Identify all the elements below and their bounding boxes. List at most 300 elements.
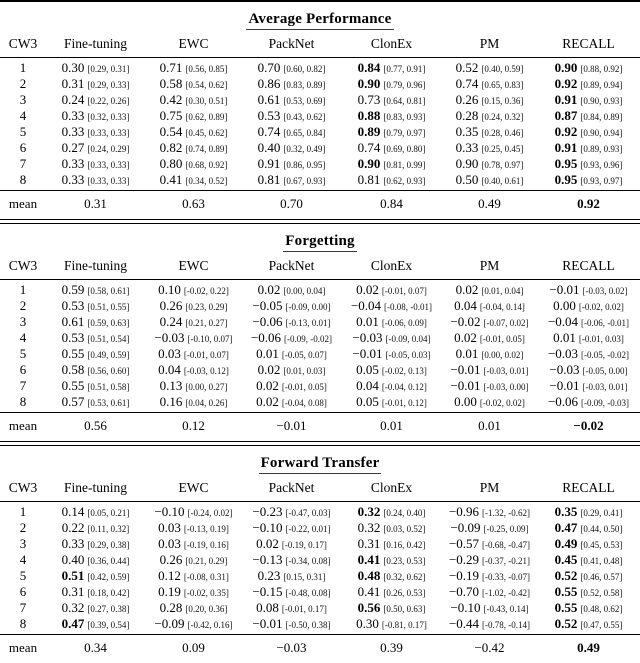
confidence-interval: [0.24, 0.32]: [481, 112, 524, 122]
confidence-interval: [0.78, 0.97]: [481, 160, 524, 170]
value: 0.58: [61, 362, 85, 377]
row-id: 2: [19, 520, 27, 535]
value-cell: [341, 124, 442, 141]
value-cell: [46, 108, 145, 125]
value: 0.02: [455, 282, 479, 297]
confidence-interval: [0.58, 0.61]: [87, 286, 130, 296]
value-cell: [442, 330, 537, 347]
value-cell: [442, 362, 537, 379]
value: 0.47: [554, 520, 578, 535]
value-cell: [242, 172, 341, 189]
value: 0.55: [554, 600, 578, 615]
confidence-interval: [0.74, 0.89]: [185, 144, 228, 154]
value-cell: [46, 394, 145, 411]
confidence-interval: [-0.01, 0.17]: [281, 604, 327, 614]
value: −0.57: [448, 536, 480, 551]
value-cell: [46, 600, 145, 617]
value: 0.75: [159, 108, 183, 123]
value: 0.50: [455, 172, 479, 187]
value: −0.70: [448, 584, 480, 599]
value: 0.19: [158, 584, 181, 599]
value: 0.49: [554, 536, 578, 551]
table-row: [0, 362, 640, 378]
row-id: 5: [19, 346, 27, 361]
value: 0.41: [357, 552, 381, 567]
mean-value: 0.70: [280, 196, 303, 211]
value: −0.13: [252, 552, 283, 567]
confidence-interval: [-0.08, -0.01]: [384, 302, 433, 312]
value: 0.04: [356, 378, 379, 393]
value: 0.42: [159, 92, 183, 107]
value-cell: [537, 346, 640, 363]
confidence-interval: [0.24, 0.40]: [383, 508, 426, 518]
value: 0.86: [257, 76, 281, 91]
confidence-interval: [0.65, 0.83]: [481, 80, 524, 90]
confidence-interval: [0.36, 0.44]: [87, 556, 130, 566]
value-cell: [442, 282, 537, 299]
value: 0.52: [554, 568, 578, 583]
value-cell: [145, 124, 242, 141]
confidence-interval: [-0.05, 0.07]: [281, 350, 327, 360]
confidence-interval: [-0.01, 0.07]: [381, 286, 427, 296]
value: 0.74: [357, 140, 381, 155]
value-cell: [341, 362, 442, 379]
mean-value-cell: [46, 418, 145, 433]
value: 0.61: [61, 314, 85, 329]
value-cell: [442, 108, 537, 125]
value: 0.74: [257, 124, 281, 139]
value-cell: [145, 108, 242, 125]
value: 0.80: [159, 156, 183, 171]
confidence-interval: [0.42, 0.59]: [87, 572, 130, 582]
value: 0.55: [554, 584, 578, 599]
value-cell: [537, 584, 640, 601]
value: 0.04: [158, 362, 181, 377]
value: −0.10: [450, 600, 481, 615]
column-header-recall: RECALL: [562, 258, 615, 273]
confidence-interval: [0.01, 0.03]: [283, 366, 326, 376]
confidence-interval: [-0.05, -0.02]: [581, 350, 630, 360]
confidence-interval: [0.39, 0.54]: [87, 620, 130, 630]
row-id: 1: [19, 282, 27, 297]
value-cell: [145, 314, 242, 331]
table-row: [0, 140, 640, 156]
value: 0.05: [356, 362, 379, 377]
confidence-interval: [0.30, 0.51]: [185, 96, 228, 106]
confidence-interval: [0.28, 0.46]: [481, 128, 524, 138]
value-cell: [537, 520, 640, 537]
confidence-interval: [0.05, 0.21]: [87, 508, 130, 518]
confidence-interval: [0.03, 0.52]: [383, 524, 426, 534]
confidence-interval: [-0.05, 0.00]: [582, 366, 628, 376]
value: 0.02: [256, 536, 279, 551]
confidence-interval: [0.46, 0.57]: [580, 572, 623, 582]
column-header-row: [0, 36, 640, 57]
value: 0.90: [554, 60, 578, 75]
value: 0.31: [61, 76, 85, 91]
confidence-interval: [0.23, 0.29]: [185, 302, 228, 312]
value-cell: [242, 378, 341, 395]
column-header-packnet: PackNet: [268, 258, 315, 273]
value-cell: [442, 140, 537, 157]
value-cell: [537, 140, 640, 157]
row-id: 1: [19, 504, 27, 519]
value: 0.41: [159, 172, 183, 187]
confidence-interval: [0.93, 0.97]: [580, 176, 623, 186]
value: 0.13: [159, 378, 183, 393]
value: 0.30: [356, 616, 379, 631]
confidence-interval: [-0.06, -0.01]: [581, 318, 630, 328]
confidence-interval: [-0.02, 0.22]: [183, 286, 229, 296]
mean-value: 0.39: [380, 640, 403, 655]
value-cell: [341, 552, 442, 569]
confidence-interval: [0.90, 0.94]: [580, 128, 623, 138]
value-cell: [242, 60, 341, 77]
confidence-interval: [-0.09, -0.03]: [581, 398, 630, 408]
confidence-interval: [-1.32, -0.62]: [482, 508, 531, 518]
table-row: [0, 378, 640, 394]
value: −0.01: [549, 378, 580, 393]
value: 0.61: [257, 92, 281, 107]
confidence-interval: [0.00, 0.27]: [185, 382, 228, 392]
value: 0.55: [61, 378, 85, 393]
mean-value: 0.49: [577, 640, 600, 655]
confidence-interval: [0.89, 0.94]: [580, 80, 623, 90]
value: 0.32: [357, 504, 381, 519]
confidence-interval: [0.20, 0.36]: [185, 604, 228, 614]
value-cell: [537, 362, 640, 379]
value: 0.02: [256, 378, 279, 393]
column-header-fine-tuning: Fine-tuning: [64, 480, 127, 495]
table-title-row: [0, 446, 640, 480]
column-header-pm: PM: [479, 258, 500, 273]
table-row: [0, 536, 640, 552]
value-cell: [145, 378, 242, 395]
mean-value-cell: [242, 418, 341, 433]
row-id: 4: [19, 108, 27, 123]
confidence-interval: [-0.19, 0.17]: [281, 540, 327, 550]
confidence-interval: [0.59, 0.63]: [87, 318, 130, 328]
confidence-interval: [0.18, 0.42]: [87, 588, 130, 598]
value-cell: [242, 394, 341, 411]
value: 0.54: [159, 124, 183, 139]
confidence-interval: [-0.34, 0.08]: [285, 556, 331, 566]
value-cell: [242, 616, 341, 633]
table-row: [0, 504, 640, 520]
mean-value-cell: [442, 418, 537, 433]
value: −0.01: [252, 616, 283, 631]
mean-value: 0.34: [84, 640, 107, 655]
value-cell: [341, 60, 442, 77]
value: 0.02: [257, 282, 281, 297]
confidence-interval: [0.84, 0.89]: [580, 112, 623, 122]
value-cell: [537, 60, 640, 77]
confidence-interval: [0.77, 0.91]: [383, 64, 426, 74]
confidence-interval: [0.62, 0.89]: [185, 112, 228, 122]
column-header-row: [0, 480, 640, 501]
row-id: 7: [19, 378, 27, 393]
value-cell: [145, 140, 242, 157]
value-cell: [442, 156, 537, 173]
column-header-clonex: ClonEx: [370, 36, 413, 51]
value-cell: [242, 536, 341, 553]
confidence-interval: [0.01, 0.04]: [481, 286, 524, 296]
value-cell: [341, 298, 442, 315]
value-cell: [442, 124, 537, 141]
value-cell: [46, 584, 145, 601]
value-cell: [442, 76, 537, 93]
table-row: [0, 616, 640, 632]
value-cell: [242, 584, 341, 601]
value-cell: [145, 172, 242, 189]
confidence-interval: [0.40, 0.59]: [481, 64, 524, 74]
value-cell: [341, 330, 442, 347]
value: 0.03: [158, 536, 181, 551]
confidence-interval: [0.56, 0.60]: [87, 366, 130, 376]
row-id: 8: [19, 616, 27, 631]
value-cell: [145, 362, 242, 379]
value: 0.57: [61, 394, 85, 409]
confidence-interval: [-0.09, 0.00]: [285, 302, 331, 312]
value: 0.01: [455, 346, 479, 361]
confidence-interval: [0.23, 0.53]: [383, 556, 426, 566]
value: 0.40: [61, 552, 85, 567]
value-cell: [242, 282, 341, 299]
value-cell: [46, 140, 145, 157]
confidence-interval: [0.51, 0.54]: [87, 334, 130, 344]
value-cell: [341, 346, 442, 363]
value-cell: [145, 298, 242, 315]
confidence-interval: [0.22, 0.26]: [87, 96, 130, 106]
value-cell: [442, 600, 537, 617]
value: 0.53: [61, 330, 85, 345]
value: 0.33: [61, 536, 85, 551]
confidence-interval: [-0.81, 0.17]: [381, 620, 427, 630]
confidence-interval: [0.21, 0.27]: [185, 318, 228, 328]
row-id: 1: [19, 60, 27, 75]
confidence-interval: [-0.48, 0.08]: [285, 588, 331, 598]
value-cell: [537, 378, 640, 395]
table-row: [0, 330, 640, 346]
value: −0.44: [448, 616, 480, 631]
value-cell: [242, 568, 341, 585]
mean-value-cell: [242, 640, 341, 655]
mean-value-cell: [341, 640, 442, 655]
confidence-interval: [-0.13, 0.01]: [285, 318, 331, 328]
table-row: [0, 172, 640, 188]
value: 0.12: [158, 568, 181, 583]
value: 0.26: [455, 92, 479, 107]
table-row: [0, 568, 640, 584]
value-cell: [537, 314, 640, 331]
row-id: 7: [19, 600, 27, 615]
confidence-interval: [0.29, 0.33]: [87, 80, 130, 90]
table-row: [0, 314, 640, 330]
confidence-interval: [-0.68, -0.47]: [482, 540, 531, 550]
confidence-interval: [-0.08, 0.31]: [183, 572, 229, 582]
value-cell: [145, 568, 242, 585]
confidence-interval: [-0.02, 0.02]: [578, 302, 624, 312]
value-cell: [242, 552, 341, 569]
value: −0.03: [547, 346, 579, 361]
value: 0.81: [357, 172, 381, 187]
confidence-interval: [0.33, 0.33]: [87, 128, 130, 138]
value-cell: [46, 124, 145, 141]
confidence-interval: [0.27, 0.38]: [87, 604, 130, 614]
value-cell: [537, 568, 640, 585]
value-cell: [46, 346, 145, 363]
confidence-interval: [0.93, 0.96]: [580, 160, 623, 170]
row-id: 2: [19, 298, 27, 313]
confidence-interval: [0.52, 0.58]: [580, 588, 623, 598]
confidence-interval: [0.56, 0.85]: [185, 64, 228, 74]
mean-value: 0.01: [380, 418, 403, 433]
value: −0.96: [448, 504, 480, 519]
value-cell: [46, 536, 145, 553]
confidence-interval: [-0.09, 0.04]: [385, 334, 431, 344]
value-cell: [537, 552, 640, 569]
mean-value-cell: [341, 196, 442, 211]
value: 0.26: [159, 552, 183, 567]
value: 0.58: [159, 76, 183, 91]
value: 0.02: [356, 282, 379, 297]
mean-value: 0.63: [182, 196, 205, 211]
value-cell: [341, 536, 442, 553]
value: −0.01: [352, 346, 383, 361]
value-cell: [145, 584, 242, 601]
table-row: [0, 584, 640, 600]
value-cell: [242, 298, 341, 315]
confidence-interval: [0.00, 0.02]: [481, 350, 524, 360]
value-cell: [341, 584, 442, 601]
value-cell: [242, 156, 341, 173]
value: 0.92: [554, 76, 578, 91]
table-forgetting: [0, 224, 640, 446]
value-cell: [537, 394, 640, 411]
value: 0.08: [256, 600, 279, 615]
value-cell: [145, 76, 242, 93]
mean-value: −0.02: [573, 418, 604, 433]
value-cell: [46, 92, 145, 109]
value: 0.33: [61, 124, 85, 139]
table-title: Forgetting: [283, 233, 356, 252]
value-cell: [442, 552, 537, 569]
mean-value: −0.42: [474, 640, 505, 655]
value: 0.41: [357, 584, 381, 599]
value: 0.55: [61, 346, 85, 361]
value-cell: [537, 124, 640, 141]
row-id: 6: [19, 362, 27, 377]
value: −0.01: [450, 362, 481, 377]
value-cell: [145, 600, 242, 617]
value-cell: [442, 536, 537, 553]
mean-value-cell: [46, 640, 145, 655]
row-id: 6: [19, 140, 27, 155]
row-id: 3: [19, 92, 27, 107]
column-header-row: [0, 258, 640, 279]
value: 0.01: [553, 330, 576, 345]
confidence-interval: [0.88, 0.92]: [580, 64, 623, 74]
value: 0.33: [455, 140, 479, 155]
value: 0.01: [256, 346, 279, 361]
confidence-interval: [0.53, 0.61]: [87, 398, 130, 408]
value-cell: [537, 92, 640, 109]
value-cell: [46, 362, 145, 379]
mean-value: 0.09: [182, 640, 205, 655]
table-row: [0, 394, 640, 410]
column-header-cw3: CW3: [8, 36, 38, 51]
confidence-interval: [0.15, 0.31]: [283, 572, 326, 582]
value: −0.15: [252, 584, 283, 599]
table-row: [0, 600, 640, 616]
row-id: 8: [19, 394, 27, 409]
value-cell: [442, 584, 537, 601]
value: 0.45: [554, 552, 578, 567]
value: 0.03: [158, 346, 181, 361]
confidence-interval: [-0.13, 0.19]: [183, 524, 229, 534]
value: 0.95: [554, 172, 578, 187]
confidence-interval: [0.54, 0.62]: [185, 80, 228, 90]
value: −0.03: [549, 362, 580, 377]
value-cell: [145, 282, 242, 299]
value: 0.31: [357, 536, 381, 551]
value: 0.95: [554, 156, 578, 171]
table-row: [0, 552, 640, 568]
value: 0.00: [454, 394, 477, 409]
value: −0.09: [450, 520, 481, 535]
mean-value: 0.84: [380, 196, 403, 211]
value: −0.02: [450, 314, 481, 329]
value-cell: [442, 504, 537, 521]
confidence-interval: [0.00, 0.04]: [283, 286, 326, 296]
value-cell: [46, 504, 145, 521]
value-cell: [242, 124, 341, 141]
value-cell: [145, 552, 242, 569]
table-row: [0, 108, 640, 124]
value-cell: [442, 568, 537, 585]
confidence-interval: [-0.01, 0.03]: [578, 334, 624, 344]
confidence-interval: [0.43, 0.62]: [283, 112, 326, 122]
value-cell: [145, 520, 242, 537]
confidence-interval: [0.34, 0.52]: [185, 176, 228, 186]
value: 0.47: [61, 616, 85, 631]
confidence-interval: [0.32, 0.33]: [87, 112, 130, 122]
confidence-interval: [0.41, 0.48]: [580, 556, 623, 566]
value: 0.70: [257, 60, 281, 75]
value-cell: [442, 616, 537, 633]
value: 0.91: [554, 140, 578, 155]
value-cell: [145, 156, 242, 173]
row-id: 2: [19, 76, 27, 91]
confidence-interval: [0.33, 0.33]: [87, 160, 130, 170]
value-cell: [442, 298, 537, 315]
value: 0.40: [257, 140, 281, 155]
confidence-interval: [0.29, 0.41]: [580, 508, 623, 518]
value: 0.23: [257, 568, 281, 583]
confidence-interval: [0.33, 0.33]: [87, 176, 130, 186]
confidence-interval: [0.53, 0.69]: [283, 96, 326, 106]
confidence-interval: [-0.03, 0.01]: [582, 382, 628, 392]
row-id: 5: [19, 568, 27, 583]
confidence-interval: [-0.02, 0.13]: [381, 366, 427, 376]
value: 0.33: [61, 156, 85, 171]
mean-value-cell: [442, 196, 537, 211]
confidence-interval: [0.90, 0.93]: [580, 96, 623, 106]
value: 0.24: [159, 314, 183, 329]
column-header-recall: RECALL: [562, 36, 615, 51]
row-id: 8: [19, 172, 27, 187]
value: 0.81: [257, 172, 281, 187]
